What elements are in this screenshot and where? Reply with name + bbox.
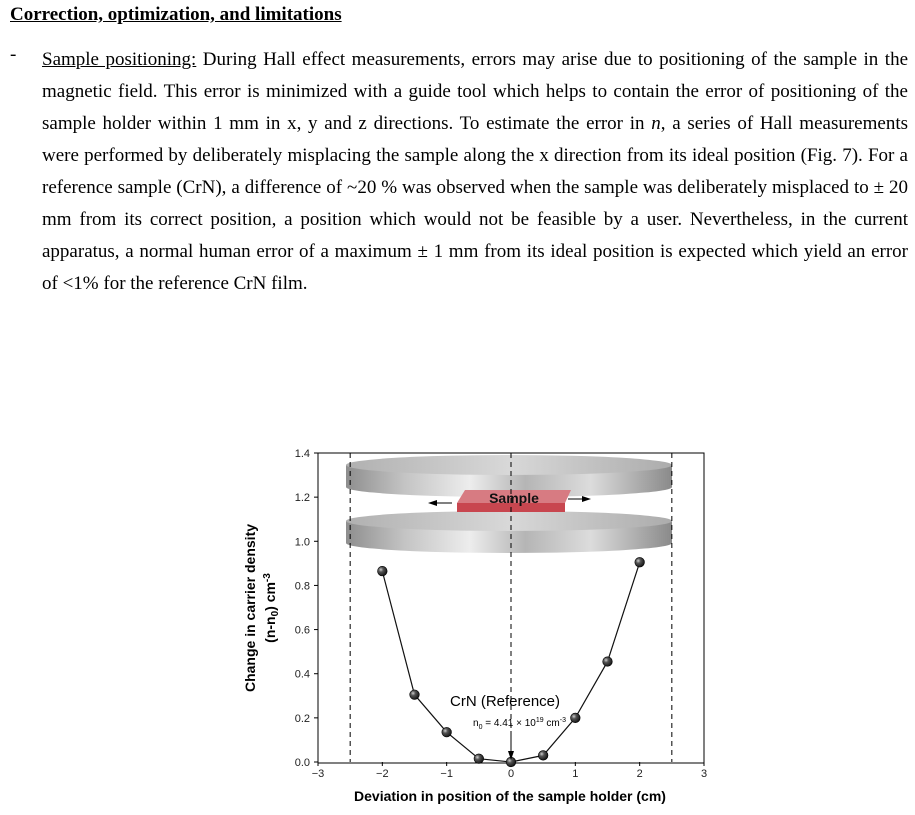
data-point <box>378 566 388 576</box>
bullet-marker: - <box>10 44 17 65</box>
data-point <box>603 657 613 667</box>
annotation-density: $n_0 = 4.41 \times 10^{19}$ $cm^{-3}$ <box>473 717 566 731</box>
left-arrow-icon <box>428 500 452 506</box>
y-tick-label: 0.0 <box>294 757 310 769</box>
x-tick-label: 0 <box>507 768 515 780</box>
down-arrow-icon <box>508 731 514 760</box>
sample-label: Sample <box>489 490 539 506</box>
data-point <box>442 727 452 737</box>
lower-magnet-pole <box>346 511 672 553</box>
right-arrow-icon <box>568 496 591 502</box>
y-tick-label: 0.8 <box>294 580 310 593</box>
paragraph-text-1: During Hall effect measurements, errors may arise due to positioning of the sample in the magnetic field. This error is minimized with a guide tool which helps to contain the error of positioning of the sample holder within 1 mm in x, y and z directions. To estimate the error in <box>42 49 908 134</box>
section-heading: Correction, optimization, and limitations <box>10 4 342 25</box>
y-tick-label: 0.4 <box>294 668 310 681</box>
y-axis-label-line1: Change in carrier density <box>242 523 258 693</box>
x-tick-label: 3 <box>700 768 708 780</box>
data-point <box>410 690 420 700</box>
y-axis-label-line2: $(n-n_0)$ $cm^{-3}$ <box>262 573 281 643</box>
y-tick-label: 0.2 <box>294 712 310 725</box>
x-axis-label: Deviation in position of the sample holder (cm) <box>354 788 666 804</box>
y-tick-label: 1.4 <box>294 448 310 460</box>
x-tick-label: 1 <box>572 768 579 780</box>
annotation-title: CrN (Reference) <box>450 693 561 710</box>
y-tick-label: 1.2 <box>294 492 310 505</box>
y-tick-label: 1.0 <box>294 536 310 549</box>
x-tick-label: −2 <box>376 768 389 780</box>
data-point <box>538 751 548 761</box>
x-tick-label: −1 <box>440 768 453 780</box>
dashed-guide-lines <box>350 453 672 762</box>
y-tick-label: 0.6 <box>294 624 310 637</box>
paragraph-text-2: , a series of Hall measurements were performed by deliberately misplacing the sample along the x direction from its ideal position (Fig. 7). For a reference sample (CrN), a difference of ~20 % was observed when the sample was deliberately misplaced to ± 20 mm from its correct position, a position which would not be feasible by a user. Nevertheless, in the current apparatus, a normal human error of a maximum ± 1 mm from its ideal position is expected which yield an error of <1% for the reference CrN film. <box>42 113 908 294</box>
paragraph-lead: Sample positioning: <box>42 49 197 70</box>
x-tick-label: −3 <box>311 768 325 780</box>
data-point <box>635 557 645 567</box>
variable-n: n <box>651 113 661 134</box>
data-point <box>571 713 581 723</box>
x-tick-label: 2 <box>636 768 643 780</box>
data-point <box>474 754 484 764</box>
